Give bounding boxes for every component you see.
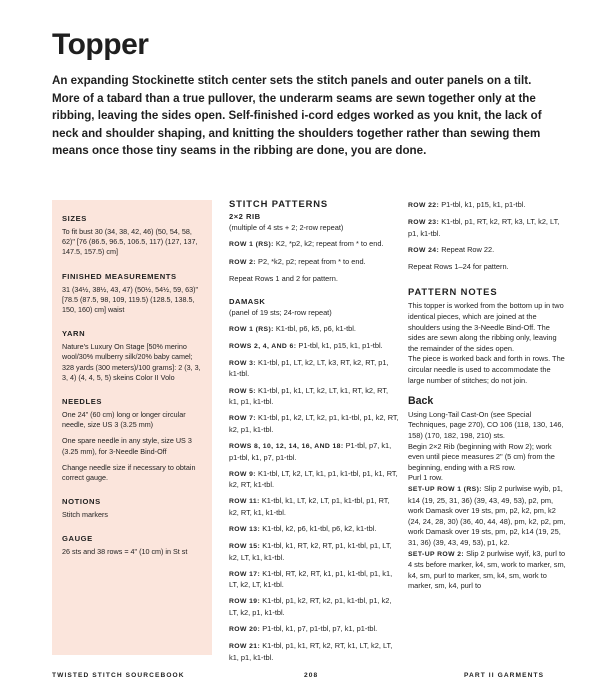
notions-heading: NOTIONS xyxy=(62,497,101,507)
damask-row xyxy=(229,541,399,563)
row-text: Repeat Row 22. xyxy=(441,244,495,254)
row-label: ROW 3: xyxy=(229,359,256,367)
row-label: ROW 21: xyxy=(229,643,261,651)
specs-sidebar xyxy=(52,200,212,655)
row-text: P1-tbl, k1, p7, p1-tbl, p7, k1, p1-tbl. xyxy=(262,624,378,634)
needles-text: Change needle size if necessary to obtain correct gauge. xyxy=(62,462,196,483)
footer-book-title: TWISTED STITCH SOURCEBOOK xyxy=(52,672,185,679)
row-text: P1-tbl, k1, p15, k1, p1-tbl. xyxy=(441,200,526,209)
rib-row xyxy=(229,239,399,251)
page-title: Topper xyxy=(52,28,149,61)
back-cast-on: Using Long-Tail Cast-On (see Special Techniques, page 270), CO 106 (118, 130, 146, 158) (170, 182, 198, 210) sts. xyxy=(408,409,564,440)
damask-repeat: Repeat Rows 1–24 for pattern. xyxy=(408,261,509,271)
row-label: ROW 1 (RS): xyxy=(229,241,274,249)
yarn-text: Nature's Luxury On Stage [50% merino wool/30% mulberry silk/20% baby camel; 328 yards (300 meters)/100 grams]: 2 (3, 3, 3, 4) (4, 4, 5, 5) skeins Color II Volo xyxy=(62,342,201,382)
damask-row xyxy=(229,524,399,536)
row-label: ROW 19: xyxy=(229,598,261,606)
rib-repeat: Repeat Rows 1 and 2 for pattern. xyxy=(229,274,338,284)
row-text: K1-tbl, RT, k2, RT, k1, p1, k1-tbl, p1, k1, LT, k2, LT, k1-tbl. xyxy=(229,568,393,590)
row-text: K1-tbl, p1, k2, LT, k2, p1, k1-tbl, p1, k2, RT, k2, p1, k1-tbl. xyxy=(229,413,399,434)
back-heading: Back xyxy=(408,395,434,408)
row-label: ROW 2: xyxy=(229,258,256,266)
damask-row xyxy=(229,469,399,491)
back-begin: Begin 2×2 Rib (beginning with Row 2); work even until piece measures 2" (5 cm) from the beginning, ending with a RS row. xyxy=(408,441,555,472)
row-label: ROW 20: xyxy=(229,626,261,634)
stitch-patterns-column xyxy=(229,198,399,663)
row-text: Slip 2 purlwise wyif, k3, purl to 4 sts before marker, k4, sm, work to marker, sm, k4, sm, purl to marker, sm, k4, sm, work to marker, sm, k4, purl to xyxy=(408,548,566,591)
row-text: P2, *k2, p2; repeat from * to end. xyxy=(258,256,366,266)
row-text: K1-tbl, p1, k1, RT, k2, RT, k1, LT, k2, LT, k1, p1, k1-tbl. xyxy=(229,641,393,662)
spacer xyxy=(408,272,568,286)
rib-multiple: (multiple of 4 sts + 2; 2-row repeat) xyxy=(229,222,344,232)
row-text: K1-tbl, p1, k1, LT, k2, LT, k1, RT, k2, RT, k1, p1, k1-tbl. xyxy=(229,385,389,407)
notions-text: Stitch markers xyxy=(62,510,108,520)
row-label: ROW 11: xyxy=(229,498,260,506)
row-text: K1-tbl, p1, LT, k2, LT, k3, RT, k2, RT, p1, k1-tbl. xyxy=(229,357,389,379)
row-text: K1-tbl, LT, k2, LT, k1, p1, k1-tbl, p1, k1, RT, k2, RT, k1-tbl. xyxy=(229,468,398,490)
damask-row xyxy=(408,245,568,257)
setup-row-1 xyxy=(408,484,568,549)
row-text: K1-tbl, p6, k5, p6, k1-tbl. xyxy=(275,323,356,333)
row-text: K1-tbl, k1, RT, k2, RT, p1, k1-tbl, p1, LT, k2, LT, k1, k1-tbl. xyxy=(229,541,392,562)
row-text: K2, *p2, k2; repeat from * to end. xyxy=(275,239,384,249)
damask-row xyxy=(229,386,399,408)
row-label: ROWS 8, 10, 12, 14, 16, AND 18: xyxy=(229,442,344,450)
damask-row xyxy=(229,413,399,435)
yarn-heading: YARN xyxy=(62,329,86,339)
row-label: SET-UP ROW 2: xyxy=(408,550,465,558)
row-label: ROW 15: xyxy=(229,543,261,551)
damask-row xyxy=(229,324,399,336)
row-text: K1-tbl, k2, p6, k1-tbl, p6, k2, k1-tbl. xyxy=(262,523,377,533)
row-label: ROW 22: xyxy=(408,202,440,209)
needles-heading: NEEDLES xyxy=(62,397,103,407)
damask-row xyxy=(229,641,399,663)
stitch-patterns-heading: STITCH PATTERNS xyxy=(229,198,329,209)
damask-row xyxy=(229,596,399,618)
row-label: ROW 13: xyxy=(229,525,261,533)
gauge-text: 26 sts and 38 rows = 4" (10 cm) in St st xyxy=(62,547,188,557)
row-label: ROW 23: xyxy=(408,219,440,227)
setup-row-2 xyxy=(408,549,568,592)
rib-row xyxy=(229,257,399,269)
pattern-notes-heading: PATTERN NOTES xyxy=(408,286,498,298)
row-label: SET-UP ROW 1 (RS): xyxy=(408,485,482,493)
rib-heading: 2×2 RIB xyxy=(229,212,261,221)
row-label: ROW 5: xyxy=(229,387,256,395)
row-label: ROW 24: xyxy=(408,246,440,254)
damask-panel: (panel of 19 sts; 24-row repeat) xyxy=(229,307,332,317)
row-label: ROWS 2, 4, AND 6: xyxy=(229,342,297,350)
row-label: ROW 7: xyxy=(229,415,256,423)
row-text: Slip 2 purlwise wyib, p1, k14 (19, 25, 31, 36) (39, 43, 49, 53), p2, pm, work Damask over 19 sts, pm, p2, k2, pm, k2 (24, 24, 28, 30) (36, 40, 44, 48), pm, k2, p2, pm, work Damask over 19 sts, pm, p2, k14 (19, 25, 31, 36) (39, 43, 49, 53), p1, k2. xyxy=(408,483,566,547)
notes-column xyxy=(408,200,568,592)
footer-section: PART II GARMENTS xyxy=(464,672,545,679)
damask-row xyxy=(408,217,568,239)
damask-row xyxy=(229,358,399,380)
damask-row xyxy=(229,496,399,518)
needles-text: One 24" (60 cm) long or longer circular needle, size US 3 (3.25 mm) xyxy=(62,410,186,430)
notes-paragraph: This topper is worked from the bottom up in two identical pieces, which are joined at the shoulders using the 3-Needle Bind-Off. The sides are sewn along the ribbing only, leaving the remainder of the sides open. xyxy=(408,301,564,353)
sizes-text: To fit bust 30 (34, 38, 42, 46) (50, 54, 58, 62)" [76 (86.5, 96.5, 106.5, 117) (127, 137, 147.5, 157.5) cm] xyxy=(62,227,198,257)
row-label: ROW 17: xyxy=(229,570,261,578)
finished-measurements-text: 31 (34½, 38½, 43, 47) (50½, 54½, 59, 63)" [78.5 (87.5, 98, 109, 119.5) (128.5, 138.5, 150, 160) cm] waist xyxy=(62,284,199,315)
damask-row xyxy=(408,200,568,212)
row-text: K1-tbl, p1, RT, k2, RT, k3, LT, k2, LT, p1, k1-tbl. xyxy=(408,217,560,238)
row-text: P1-tbl, p7, k1, p1-tbl, k1, p7, p1-tbl. xyxy=(229,440,392,462)
row-text: K1-tbl, p1, k2, RT, k2, p1, k1-tbl, p1, k2, LT, k2, p1, k1-tbl. xyxy=(229,596,392,618)
damask-row xyxy=(229,341,399,353)
row-text: P1-tbl, k1, p15, k1, p1-tbl. xyxy=(298,340,383,350)
sizes-heading: SIZES xyxy=(62,214,87,223)
needles-text: One spare needle in any style, size US 3 (3.25 mm), for 3-Needle Bind-Off xyxy=(62,436,192,456)
intro-paragraph: An expanding Stockinette stitch center sets the stitch panels and outer panels on a tilt. More of a tabard than a true pullover, the underarm seams are sewn together only at the ribbing, leaving the sides open. Self-finished i-cord edges worked as you knit, the lack of neck and shoulder shaping, and knitting the shoulders together rather than sewing them means once those tiny seams in the ribbing are done, you are done. xyxy=(52,74,542,158)
notes-paragraph: The piece is worked back and forth in rows. The circular needle is used to accommodate the large number of stitches; do not join. xyxy=(408,354,565,385)
damask-heading: DAMASK xyxy=(229,296,266,306)
row-label: ROW 1 (RS): xyxy=(229,325,274,333)
back-purl: Purl 1 row. xyxy=(408,473,443,483)
footer-page-number: 208 xyxy=(304,672,319,679)
damask-row xyxy=(229,569,399,591)
finished-measurements-heading: FINISHED MEASUREMENTS xyxy=(62,271,177,281)
row-label: ROW 9: xyxy=(229,470,256,478)
damask-row xyxy=(229,441,399,463)
damask-row xyxy=(229,624,399,636)
gauge-heading: GAUGE xyxy=(62,534,93,544)
row-text: K1-tbl, k1, LT, k2, LT, p1, k1-tbl, p1, RT, k2, RT, k1, k1-tbl. xyxy=(229,496,390,517)
